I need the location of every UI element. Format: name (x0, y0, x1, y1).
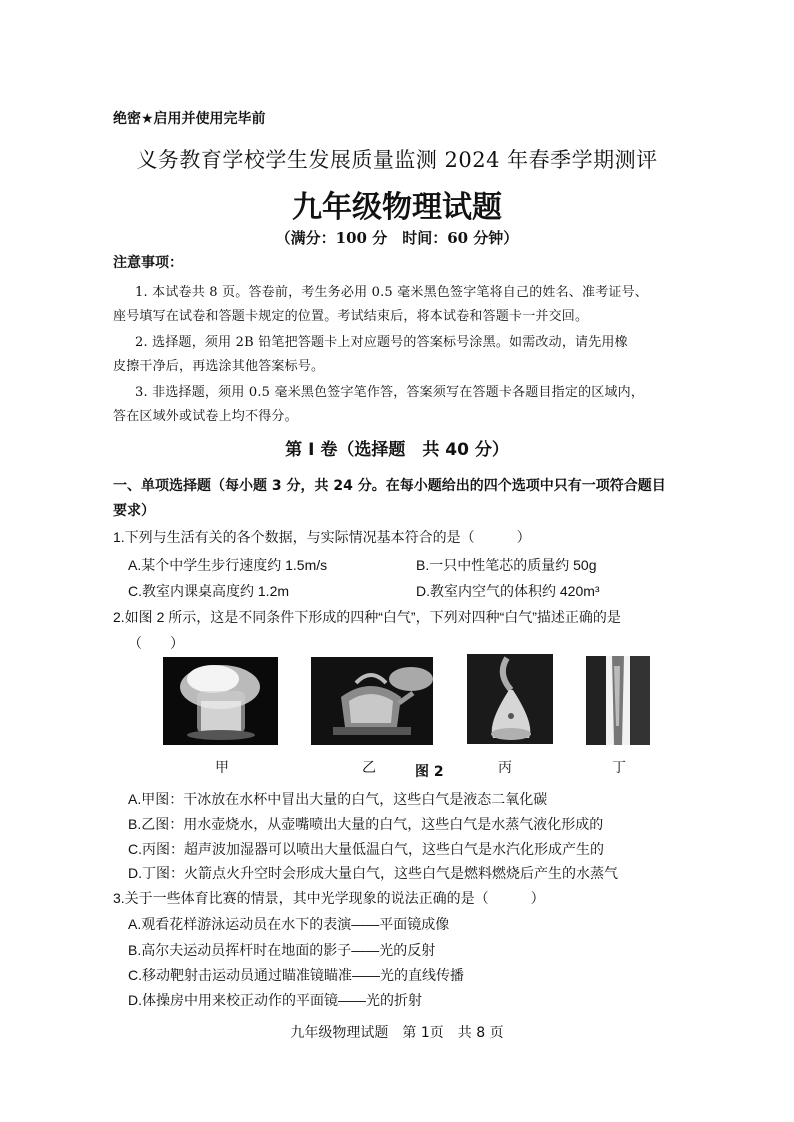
q3-option-d: D.体操房中用来校正动作的平面镜——光的折射 (128, 992, 422, 1008)
figure-photo-yi (311, 657, 433, 745)
notice-line: 2. 选择题，须用 2B 铅笔把答题卡上对应题号的答案标号涂黑。如需改动，请先用橡 (135, 335, 628, 350)
figure-label-bing: 丙 (498, 760, 512, 776)
figure-label-yi: 乙 (362, 760, 376, 776)
figure-photo-jia (163, 657, 278, 745)
question-2-stem: 2.如图 2 所示，这是不同条件下形成的四种“白气”，下列对四种“白气”描述正确的是 (113, 609, 621, 625)
figure-caption: 图 2 (415, 764, 444, 780)
notice-heading: 注意事项： (113, 255, 183, 271)
subject-title: 九年级物理试题 (292, 190, 502, 225)
part-heading: 一、单项选择题（每小题 3 分，共 24 分。在每小题给出的四个选项中只有一项符合题目 (113, 478, 666, 494)
section-title: 第 I 卷（选择题 共 40 分） (285, 440, 509, 460)
q1-option-d: D.教室内空气的体积约 420m³ (416, 583, 600, 599)
notice-line: 3. 非选择题，须用 0.5 毫米黑色签字笔作答，答案须写在答题卡各题目指定的区域内， (135, 385, 645, 400)
notice-line: 皮擦干净后，再选涂其他答案标号。 (113, 359, 325, 374)
q1-option-c: C.教室内课桌高度约 1.2m (128, 583, 290, 599)
figure-photo-ding (586, 656, 650, 745)
notice-line: 1. 本试卷共 8 页。答卷前，考生务必用 0.5 毫米黑色签字笔将自己的姓名、准考证号、 (135, 285, 649, 300)
notice-line: 座号填写在试卷和答题卡规定的位置。考试结束后，将本试卷和答题卡一并交回。 (113, 309, 589, 324)
question-1-stem: 1.下列与生活有关的各个数据，与实际情况基本符合的是（ ） (113, 529, 531, 545)
q3-option-b: B.高尔夫运动员挥杆时在地面的影子——光的反射 (128, 942, 436, 958)
q2-option-a: A.甲图：干冰放在水杯中冒出大量的白气，这些白气是液态二氧化碳 (128, 791, 548, 807)
page-footer: 九年级物理试题 第 1页 共 8 页 (290, 1025, 504, 1041)
q1-option-b: B.一只中性笔芯的质量约 50g (416, 557, 597, 573)
q3-option-a: A.观看花样游泳运动员在水下的表演——平面镜成像 (128, 916, 450, 932)
score-time: （满分：100 分 时间：60 分钟） (275, 229, 519, 247)
confidential-mark: 绝密★启用并使用完毕前 (113, 111, 266, 127)
q2-option-d: D.丁图：火箭点火升空时会形成大量白气，这些白气是燃料燃烧后产生的水蒸气 (128, 865, 618, 881)
question-3-stem: 3.关于一些体育比赛的情景，其中光学现象的说法正确的是（ ） (113, 890, 545, 906)
q3-option-c: C.移动靶射击运动员通过瞄准镜瞄准——光的直线传播 (128, 967, 464, 983)
figure-label-ding: 丁 (612, 760, 626, 776)
question-2-stem-cont: （ ） (128, 635, 184, 651)
notice-line: 答在区域外或试卷上均不得分。 (113, 409, 298, 424)
q2-option-b: B.乙图：用水壶烧水，从壶嘴喷出大量的白气，这些白气是水蒸气液化形成的 (128, 816, 604, 832)
exam-title: 义务教育学校学生发展质量监测 2024 年春季学期测评 (136, 148, 658, 172)
q2-option-c: C.丙图：超声波加湿器可以喷出大量低温白气，这些白气是水汽化形成产生的 (128, 841, 604, 857)
figure-label-jia: 甲 (215, 760, 229, 776)
part-heading: 要求） (113, 503, 155, 519)
figure-photo-bing (467, 654, 553, 744)
q1-option-a: A.某个中学生步行速度约 1.5m/s (128, 557, 328, 573)
